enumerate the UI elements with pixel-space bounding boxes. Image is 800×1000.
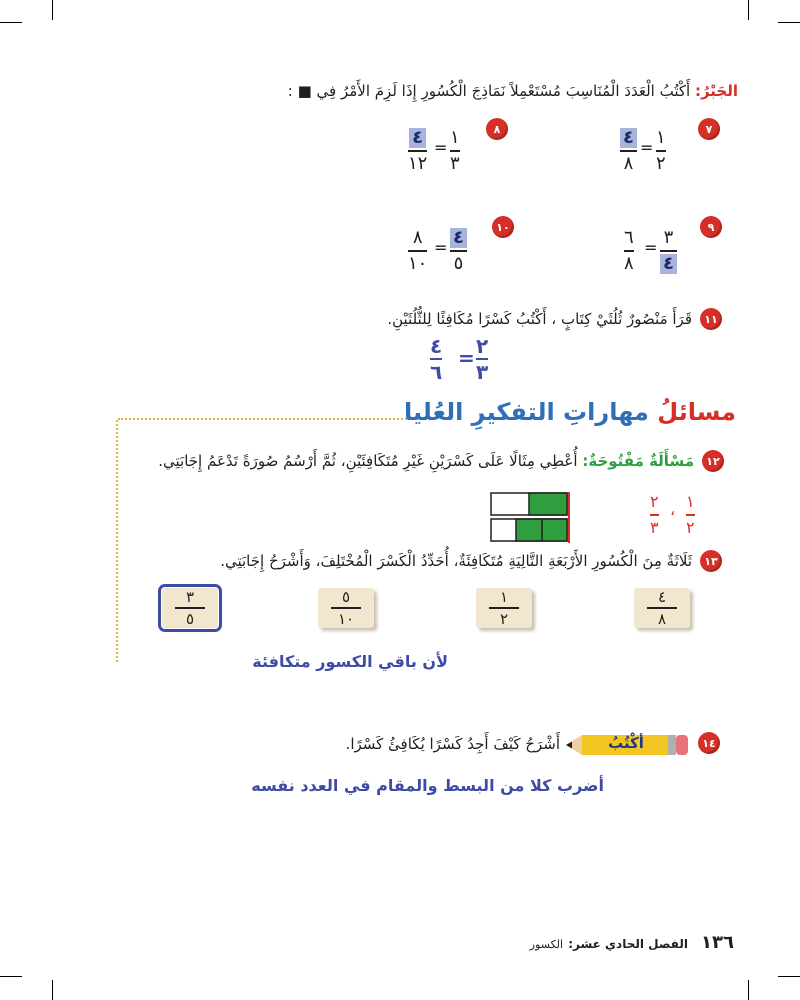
crop-mark bbox=[778, 976, 800, 977]
problem-13-badge: ١٣ bbox=[700, 550, 722, 572]
problem-8-answer-fraction: ٤ ١٢ bbox=[408, 127, 428, 174]
crop-mark bbox=[748, 0, 749, 20]
problem-12-answer-b: ٢ ٣ bbox=[650, 492, 659, 537]
section-dotted-side bbox=[116, 420, 118, 662]
equals-sign: = bbox=[640, 138, 654, 157]
problem-7-left-fraction: ١ ٢ bbox=[656, 127, 666, 174]
fraction-card-selected[interactable]: ٣ ٥ bbox=[162, 588, 218, 628]
write-badge-label: أكْتُبُ bbox=[608, 734, 644, 752]
crop-mark bbox=[0, 976, 22, 977]
crop-mark bbox=[52, 980, 53, 1000]
problem-14-badge: ١٤ bbox=[698, 732, 720, 754]
open-question-label: مَسْأَلَةٌ مَفْتُوحَةٌ: bbox=[582, 452, 694, 470]
problem-8-badge: ٨ bbox=[486, 118, 508, 140]
algebra-label: الجَبْرُ: bbox=[694, 82, 738, 100]
problem-12-badge: ١٢ bbox=[702, 450, 724, 472]
fraction-model-drawing bbox=[490, 492, 572, 548]
section-dotted-line bbox=[118, 418, 418, 420]
answer-separator: ، bbox=[670, 500, 676, 519]
equals-sign: = bbox=[644, 238, 658, 257]
problem-10-right-fraction: ٨ ١٠ bbox=[408, 227, 428, 274]
chapter-label: الفصل الحادي عشر: bbox=[568, 937, 688, 951]
problem-11-answer-right: ٤ ٦ bbox=[430, 334, 443, 384]
instruction-line bbox=[138, 82, 738, 100]
fraction-card[interactable]: ٥ ١٠ bbox=[318, 588, 374, 628]
crop-mark bbox=[0, 22, 22, 23]
crop-mark bbox=[748, 980, 749, 1000]
problem-8-left-fraction: ١ ٣ bbox=[450, 127, 460, 174]
instruction-text: أَكْتُبُ الْعَدَدَ الْمُنَاسِبَ مُسْتَعْمِلاً نَمَاذِجَ الْكُسُورِ إِذَا لَزِمَ الأَمْرُ فِي ■ : bbox=[287, 82, 691, 100]
fraction-card[interactable]: ١ ٢ bbox=[476, 588, 532, 628]
problem-12-text: مَسْأَلَةٌ مَفْتُوحَةٌ: أُعْطِي مِثَالًا عَلَى كَسْرَيْنِ غَيْرِ مُتَكَافِئَيْنِ، ثُمَّ أَرْسُمُ صُورَةً تَدْعَمُ إِجَابَتِي. bbox=[158, 452, 694, 470]
problem-14-answer: أضرب كلا من البسط والمقام في العدد نفسه bbox=[251, 776, 604, 795]
problem-11-answer-left: ٢ ٣ bbox=[476, 334, 489, 384]
page-number: ١٣٦ bbox=[701, 932, 734, 953]
problem-10-badge: ١٠ bbox=[492, 216, 514, 238]
footer bbox=[530, 932, 734, 953]
problem-11-text: قَرَأَ مَنْصُورٌ ثُلُثَيْ كِتَابٍ ، أَكْتُبُ كَسْرًا مُكَافِئًا لِلثُّلُثَيْنِ. bbox=[387, 310, 692, 328]
problem-10-left-fraction: ٤ ٥ bbox=[450, 228, 467, 274]
problem-9-badge: ٩ bbox=[700, 216, 722, 238]
problem-13-text: ثَلَاثَةٌ مِنَ الْكُسُورِ الأَرْبَعَةِ التَّالِيَةِ مُتَكَافِئَةٌ، أُحَدِّدُ الْكَسْرَ الْمُخْتَلِفَ، وَأَشْرَحُ إِجَابَتِي. bbox=[220, 552, 692, 570]
problem-9-left-fraction: ٣ ٤ bbox=[660, 228, 677, 274]
section-title-word: مسائلُ bbox=[657, 398, 736, 426]
problem-13-answer: لأن باقي الكسور متكافئة bbox=[252, 652, 448, 671]
equals-sign: = bbox=[458, 346, 475, 370]
problem-12-answer-a: ١ ٢ bbox=[686, 492, 695, 537]
crop-mark bbox=[52, 0, 53, 20]
crop-mark bbox=[778, 22, 800, 23]
problem-9-right-fraction: ٦ ٨ bbox=[624, 227, 634, 274]
equals-sign: = bbox=[434, 238, 448, 257]
problem-14-text: أَشْرَحُ كَيْفَ أَجِدُ كَسْرًا يُكَافِئُ كَسْرًا. bbox=[345, 735, 560, 753]
fraction-card[interactable]: ٤ ٨ bbox=[634, 588, 690, 628]
equals-sign: = bbox=[434, 138, 448, 157]
problem-11-badge: ١١ bbox=[700, 308, 722, 330]
problem-7-badge: ٧ bbox=[698, 118, 720, 140]
chapter-topic: الكسور bbox=[529, 938, 564, 951]
section-title bbox=[404, 398, 736, 426]
problem-7-answer-fraction: ٤ ٨ bbox=[620, 128, 637, 174]
section-title-rest: مهاراتِ التفكيرِ العُليا bbox=[403, 398, 649, 426]
